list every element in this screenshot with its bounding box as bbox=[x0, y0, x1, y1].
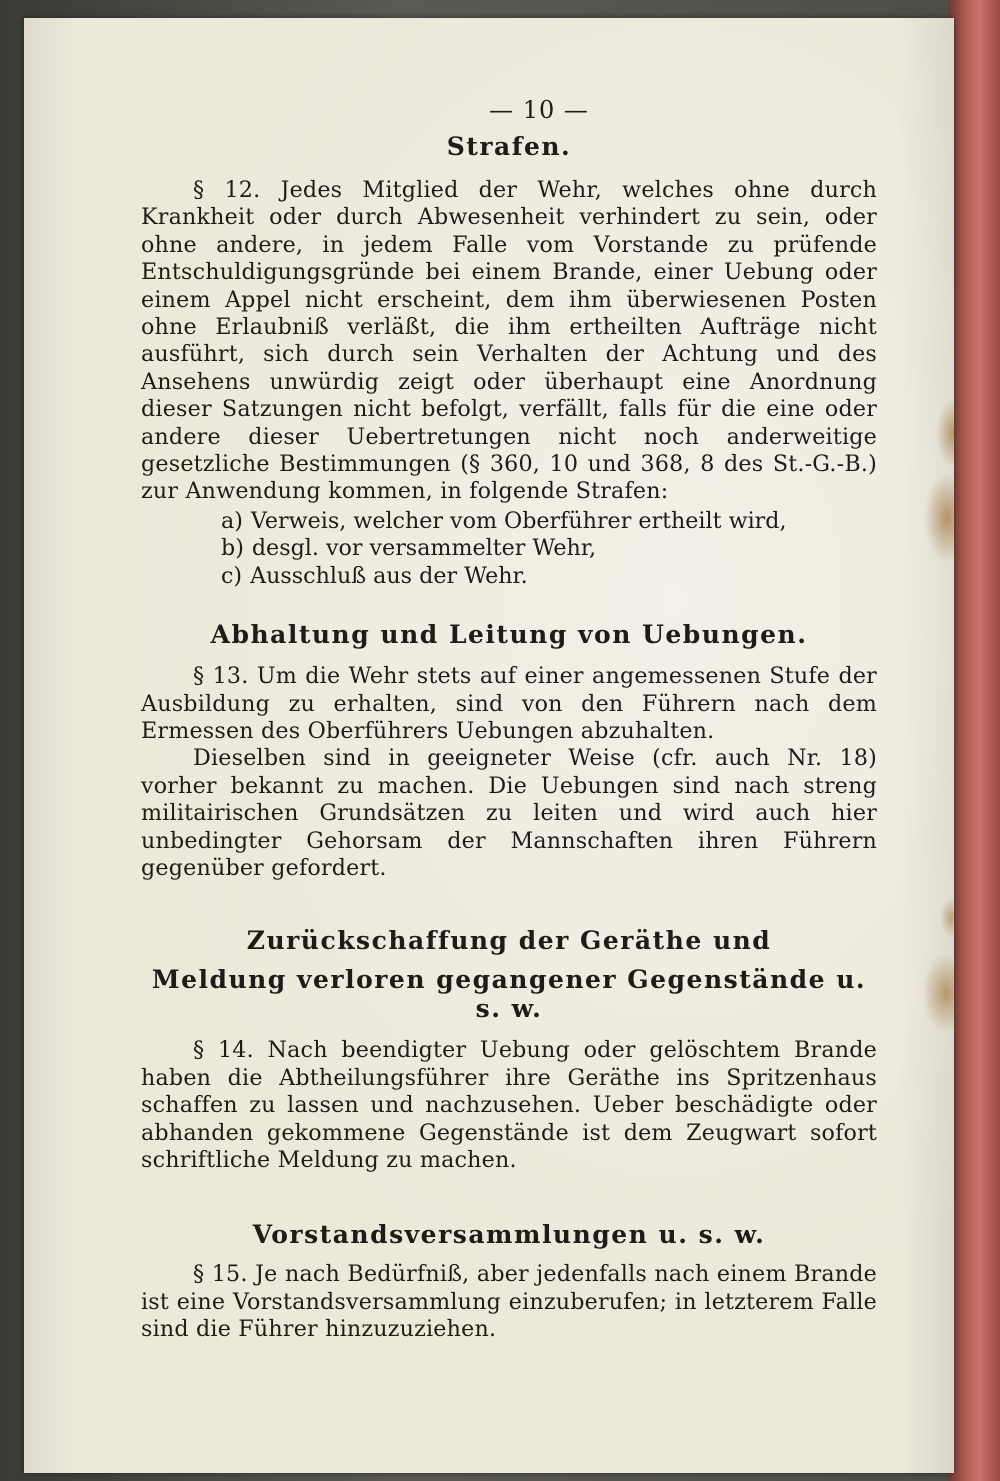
paragraph-15: § 15. Je nach Bedürfniß, aber jedenfalls nach einem Brande ist eine Vorstandsversammlung einzuberufen; in letzterem Falle sind die Führer hinzuzuziehen. bbox=[141, 1261, 877, 1343]
foxing-stain bbox=[922, 953, 954, 1033]
page-text bbox=[141, 96, 877, 1344]
section-heading-strafen: Strafen. bbox=[446, 132, 572, 161]
list-item bbox=[141, 563, 877, 590]
list-item-text: desgl. vor versammelter Wehr, bbox=[251, 535, 597, 562]
section-heading-vorstandsversammlungen: Vorstandsversammlungen u. s. w. bbox=[252, 1220, 766, 1250]
paragraph-13: § 13. Um die Wehr stets auf einer angemessenen Stufe der Ausbildung zu erhalten, sind von den Führern nach dem Ermessen des Oberführers Uebungen abzuhalten. bbox=[141, 663, 877, 744]
section-heading-zurueckschaffung: Zurückschaffung der Geräthe und bbox=[246, 926, 772, 956]
section-heading-meldung: Meldung verloren gegangener Gegenstände u. s. w. bbox=[151, 965, 867, 1024]
paragraph-14: § 14. Nach beendigter Uebung oder gelöschtem Brande haben die Abtheilungsführer ihre Geräthe ins Spritzenhaus schaffen zu lassen und nachzusehen. Ueber beschädigte oder abhanden gekommene Gegenstände ist dem Zeugwart sofort schriftliche Meldung zu machen. bbox=[141, 1037, 877, 1173]
list-item-text: Verweis, welcher vom Oberführer ertheilt wird, bbox=[250, 507, 787, 534]
list-marker: a) bbox=[221, 507, 243, 534]
list-item-text: Ausschluß aus der Wehr. bbox=[250, 562, 528, 589]
paragraph-13-continued: Dieselben sind in geeigneter Weise (cfr. auch Nr. 18) vorher bekannt zu machen. Die Uebungen sind nach streng militairischen Grundsätzen zu leiten und wird auch hier unbedingter Gehorsam der Mannschaften ihren Führern gegenüber gefordert. bbox=[141, 745, 877, 881]
section-heading-abhaltung: Abhaltung und Leitung von Uebungen. bbox=[210, 620, 808, 650]
list-marker: b) bbox=[221, 535, 244, 562]
book-cover-edge bbox=[948, 0, 1000, 1481]
list-marker: c) bbox=[221, 562, 243, 589]
foxing-stain bbox=[936, 398, 954, 468]
foxing-stain bbox=[924, 473, 954, 563]
page-number: — 10 — bbox=[489, 96, 589, 124]
list-item bbox=[141, 535, 877, 562]
list-item bbox=[141, 508, 877, 535]
foxing-stain bbox=[940, 898, 954, 938]
paragraph-12: § 12. Jedes Mitglied der Wehr, welches ohne durch Krankheit oder durch Abwesenheit verhindert zu sein, oder ohne andere, in jedem Falle vom Vorstande zu prüfende Entschuldigungsgründe bei einem Brande, einer Uebung oder einem Appel nicht erscheint, dem ihm überwiesenen Posten ohne Erlaubniß verläßt, die ihm ertheilten Aufträge nicht ausführt, sich durch sein Verhalten der Achtung und des Ansehens unwürdig zeigt oder überhaupt eine Anordnung dieser Satzungen nicht befolgt, verfällt, falls für die eine oder andere dieser Uebertretungen nicht noch anderweitige gesetzliche Bestimmungen (§ 360, 10 und 368, 8 des St.-G.-B.) zur Anwendung kommen, in folgende Strafen: bbox=[141, 177, 877, 505]
penalty-list bbox=[141, 508, 877, 590]
